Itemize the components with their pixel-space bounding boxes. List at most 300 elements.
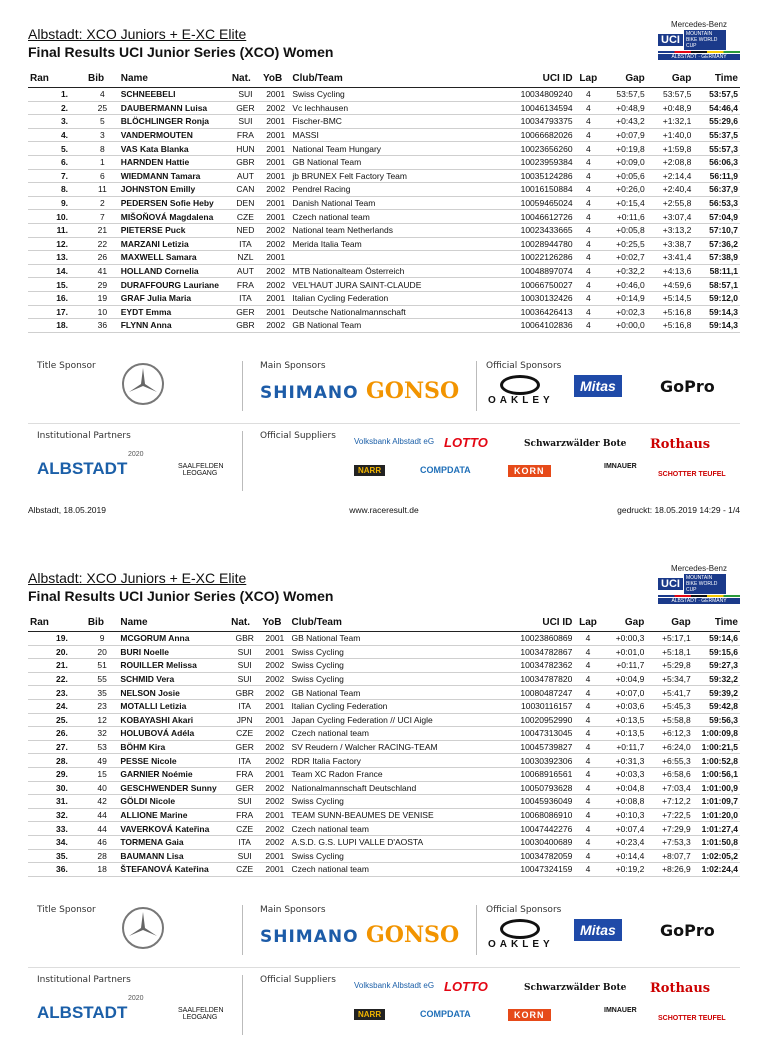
table-row (28, 863, 740, 877)
uci-id-cell: 10046134594 (500, 101, 574, 115)
lap-cell: 4 (575, 101, 602, 115)
bib-cell: 7 (86, 210, 119, 224)
bib-cell: 1 (86, 155, 119, 169)
lap-cell: 4 (574, 699, 601, 713)
mercedes-brand: Mercedes-Benz (670, 564, 728, 573)
bib-cell: 32 (86, 727, 119, 741)
logo-location: ALBSTADT · GERMANY (658, 598, 740, 604)
name-cell: MIŠOŇOVÁ Magdalena (119, 210, 230, 224)
uci-id-cell: 10050793628 (500, 781, 574, 795)
gap-cell: +1:59,8 (647, 142, 694, 156)
club-cell: GB National Team (290, 155, 500, 169)
yob-cell: 2002 (260, 822, 289, 836)
main-sponsors-label: Main Sponsors (260, 905, 326, 915)
bib-cell: 25 (86, 101, 119, 115)
club-cell: Danish National Team (290, 196, 500, 210)
uci-id-cell: 10030132426 (500, 291, 574, 305)
nation-cell: SUI (229, 849, 260, 863)
yob-cell: 2002 (261, 237, 290, 251)
yob-cell: 2001 (260, 767, 289, 781)
uci-id-cell: 10023656260 (500, 142, 574, 156)
schwarzwaelder-logo: Schwarzwälder Bote (524, 439, 627, 449)
bib-cell: 4 (86, 88, 119, 102)
gap-cell: +5:14,5 (647, 291, 694, 305)
gap-cell: +0:10,3 (602, 808, 647, 822)
time-cell: 59:27,3 (693, 659, 740, 673)
table-row (28, 278, 740, 292)
uci-id-cell: 10034782867 (500, 645, 574, 659)
table-row (28, 645, 740, 659)
column-header: UCI ID (500, 70, 574, 88)
club-cell: Nationalmannschaft Deutschland (289, 781, 500, 795)
gap-cell: +8:07,7 (646, 849, 692, 863)
name-cell: HOLLAND Cornelia (119, 264, 230, 278)
time-cell: 1:02:05,2 (693, 849, 740, 863)
bib-cell: 29 (86, 278, 119, 292)
official-suppliers-label: Official Suppliers (260, 431, 336, 441)
lap-cell: 4 (575, 155, 602, 169)
gap-cell: +0:02,7 (602, 251, 647, 265)
nation-cell: HUN (230, 142, 261, 156)
club-cell: Swiss Cycling (289, 645, 500, 659)
narr-logo: NARR (354, 465, 385, 476)
rank-cell: 24. (28, 699, 86, 713)
bib-cell: 19 (86, 291, 119, 305)
gap-cell: +0:23,4 (602, 835, 647, 849)
gap-cell: +2:55,8 (647, 196, 694, 210)
name-cell: BAUMANN Lisa (118, 849, 229, 863)
table-row (28, 781, 740, 795)
club-cell: MASSI (290, 128, 500, 142)
column-header: Bib (86, 70, 119, 88)
club-cell: Swiss Cycling (289, 672, 500, 686)
rank-cell: 32. (28, 808, 86, 822)
table-row (28, 291, 740, 305)
lap-cell: 4 (575, 128, 602, 142)
rank-cell: 10. (28, 210, 86, 224)
nation-cell: GBR (230, 155, 261, 169)
name-cell: ŠTEFANOVÁ Kateřina (118, 863, 229, 877)
nation-cell: FRA (230, 128, 261, 142)
gopro-logo: GoPro (660, 377, 715, 396)
lap-cell: 4 (575, 251, 602, 265)
gap-cell: +7:22,5 (646, 808, 692, 822)
yob-cell: 2001 (260, 699, 289, 713)
world-cup-logo (658, 20, 740, 64)
rainbow-stripe (658, 595, 740, 597)
time-cell: 1:01:27,4 (693, 822, 740, 836)
uci-id-cell: 10068916561 (500, 767, 574, 781)
yob-cell: 2002 (261, 101, 290, 115)
nation-cell: SUI (229, 672, 260, 686)
table-row (28, 128, 740, 142)
column-header: Nat. (230, 70, 261, 88)
gap-cell: +2:40,4 (647, 183, 694, 197)
footer-place-date: Albstadt, 18.05.2019 (28, 505, 106, 515)
korn-logo: KORN (508, 465, 551, 477)
yob-cell: 2001 (260, 808, 289, 822)
column-header: Club/Team (290, 70, 500, 88)
name-cell: MARZANI Letizia (119, 237, 230, 251)
yob-cell: 2001 (261, 128, 290, 142)
uci-id-cell: 10034782059 (500, 849, 574, 863)
time-cell: 58:57,1 (693, 278, 740, 292)
gap-cell: +0:07,0 (602, 686, 647, 700)
uci-id-cell: 10045739827 (500, 740, 574, 754)
column-header: Time (693, 614, 740, 632)
event-title[interactable]: Albstadt: XCO Juniors + E-XC Elite (28, 570, 247, 586)
bib-cell: 51 (86, 659, 119, 673)
bib-cell: 12 (86, 713, 119, 727)
gap-cell: +0:48,9 (602, 101, 647, 115)
yob-cell: 2001 (261, 155, 290, 169)
uci-id-cell: 10047442276 (500, 822, 574, 836)
yob-cell: 2001 (261, 88, 290, 102)
lap-cell: 4 (575, 319, 602, 333)
uci-id-cell: 10030392306 (500, 754, 574, 768)
lap-cell: 4 (575, 183, 602, 197)
rank-cell: 29. (28, 767, 86, 781)
page-header (28, 570, 740, 604)
compdata-logo: COMPDATA (420, 1009, 471, 1019)
sponsor-panel (28, 899, 740, 1049)
table-row (28, 659, 740, 673)
club-cell: GB National Team (290, 319, 500, 333)
time-cell: 1:00:52,8 (693, 754, 740, 768)
name-cell: PESSE Nicole (118, 754, 229, 768)
gap-cell: +5:16,8 (647, 305, 694, 319)
time-cell: 57:36,2 (693, 237, 740, 251)
bib-cell: 22 (86, 237, 119, 251)
gonso-logo: GONSO (366, 378, 460, 404)
bib-cell: 41 (86, 264, 119, 278)
gap-cell: +7:29,9 (646, 822, 692, 836)
schotter-teufel-logo: SCHOTTER TEUFEL (658, 1015, 726, 1022)
club-cell: Czech national team (289, 863, 500, 877)
column-header: Gap (647, 70, 694, 88)
results-title: Final Results UCI Junior Series (XCO) Women (28, 44, 334, 60)
gap-cell: +0:03,3 (602, 767, 647, 781)
time-cell: 59:39,2 (693, 686, 740, 700)
gap-cell: +5:18,1 (646, 645, 692, 659)
divider (242, 975, 243, 1035)
table-row (28, 740, 740, 754)
uci-id-cell: 10023959384 (500, 155, 574, 169)
name-cell: HOLUBOVÁ Adéla (118, 727, 229, 741)
rank-cell: 6. (28, 155, 86, 169)
bib-cell: 42 (86, 795, 119, 809)
gap-cell: +5:16,8 (647, 319, 694, 333)
yob-cell: 2002 (261, 319, 290, 333)
column-header: Name (119, 70, 230, 88)
gap-cell: +5:34,7 (646, 672, 692, 686)
club-cell: Pendrel Racing (290, 183, 500, 197)
gap-cell: +2:14,4 (647, 169, 694, 183)
nation-cell: JPN (229, 713, 260, 727)
nation-cell: CAN (230, 183, 261, 197)
gap-cell: +0:09,0 (602, 155, 647, 169)
club-cell: SV Reudern / Walcher RACING-TEAM (289, 740, 500, 754)
name-cell: PIETERSE Puck (119, 223, 230, 237)
uci-id-cell: 10030116157 (500, 699, 574, 713)
club-cell: jb BRUNEX Felt Factory Team (290, 169, 500, 183)
gap-cell: +0:14,4 (602, 849, 647, 863)
name-cell: EYDT Emma (119, 305, 230, 319)
lap-cell: 4 (575, 210, 602, 224)
gap-cell: +8:26,9 (646, 863, 692, 877)
institutional-partners-label: Institutional Partners (37, 975, 131, 985)
name-cell: GESCHWENDER Sunny (118, 781, 229, 795)
rank-cell: 3. (28, 115, 86, 129)
table-row (28, 767, 740, 781)
table-row (28, 319, 740, 333)
gap-cell: +5:29,8 (646, 659, 692, 673)
lap-cell: 4 (575, 88, 602, 102)
rank-cell: 1. (28, 88, 86, 102)
rank-cell: 25. (28, 713, 86, 727)
gap-cell: +0:19,8 (602, 142, 647, 156)
lap-cell: 4 (575, 142, 602, 156)
oakley-logo: OAKLEY (488, 939, 554, 950)
yob-cell: 2002 (260, 835, 289, 849)
table-row (28, 169, 740, 183)
gap-cell: +7:12,2 (646, 795, 692, 809)
rank-cell: 27. (28, 740, 86, 754)
gap-cell: +5:45,3 (646, 699, 692, 713)
footer-website[interactable]: www.raceresult.de (349, 505, 419, 515)
name-cell: GARNIER Noémie (118, 767, 229, 781)
yob-cell: 2002 (260, 781, 289, 795)
column-header: Ran (28, 70, 86, 88)
rank-cell: 17. (28, 305, 86, 319)
section-rule (28, 423, 740, 424)
rank-cell: 18. (28, 319, 86, 333)
yob-cell: 2002 (260, 672, 289, 686)
bib-cell: 8 (86, 142, 119, 156)
oakley-icon (500, 919, 540, 939)
name-cell: GRAF Julia Maria (119, 291, 230, 305)
name-cell: DAUBERMANN Luisa (119, 101, 230, 115)
name-cell: BÖHM Kira (118, 740, 229, 754)
divider (476, 905, 477, 955)
uci-id-cell: 10046612726 (500, 210, 574, 224)
yob-cell: 2002 (260, 686, 289, 700)
bib-cell: 35 (86, 686, 119, 700)
club-cell (290, 251, 500, 265)
lap-cell: 4 (575, 291, 602, 305)
club-cell: Swiss Cycling (289, 795, 500, 809)
column-header: Name (118, 614, 229, 632)
bib-cell: 20 (86, 645, 119, 659)
gap-cell: +7:53,3 (646, 835, 692, 849)
gap-cell: +0:04,8 (602, 781, 647, 795)
nation-cell: FRA (229, 808, 260, 822)
lap-cell: 4 (574, 808, 601, 822)
gap-cell: +6:24,0 (646, 740, 692, 754)
series-name: MOUNTAIN BIKE WORLD CUP (684, 30, 726, 50)
lap-cell: 4 (575, 264, 602, 278)
name-cell: MCGORUM Anna (118, 632, 229, 646)
gap-cell: +0:02,3 (602, 305, 647, 319)
uci-id-cell: 10023433665 (500, 223, 574, 237)
nation-cell: CZE (229, 727, 260, 741)
gap-cell: +6:55,3 (646, 754, 692, 768)
name-cell: DURAFFOURG Lauriane (119, 278, 230, 292)
narr-logo: NARR (354, 1009, 385, 1020)
nation-cell: GER (230, 305, 261, 319)
column-header: Lap (575, 70, 602, 88)
volksbank-logo: Volksbank Albstadt eG (354, 437, 435, 446)
rank-cell: 2. (28, 101, 86, 115)
name-cell: FLYNN Anna (119, 319, 230, 333)
yob-cell: 2002 (261, 183, 290, 197)
shimano-logo: SHIMANO (260, 927, 359, 947)
time-cell: 1:00:09,8 (693, 727, 740, 741)
results-page-1 (0, 0, 768, 520)
yob-cell: 2002 (260, 727, 289, 741)
time-cell: 56:37,9 (693, 183, 740, 197)
lap-cell: 4 (575, 278, 602, 292)
rank-cell: 15. (28, 278, 86, 292)
gap-cell: +3:07,4 (647, 210, 694, 224)
uci-id-cell: 10064102836 (500, 319, 574, 333)
uci-id-cell: 10066750027 (500, 278, 574, 292)
yob-cell: 2001 (261, 291, 290, 305)
gap-cell: +0:11,6 (602, 210, 647, 224)
yob-cell: 2001 (261, 115, 290, 129)
club-cell: Team XC Radon France (289, 767, 500, 781)
gap-cell: +5:58,8 (646, 713, 692, 727)
table-row (28, 88, 740, 102)
year-mark: 2020 (128, 451, 144, 458)
club-cell: Czech national team (289, 727, 500, 741)
gap-cell: +3:38,7 (647, 237, 694, 251)
divider (476, 361, 477, 411)
time-cell: 57:10,7 (693, 223, 740, 237)
uci-id-cell: 10047313045 (500, 727, 574, 741)
time-cell: 55:37,5 (693, 128, 740, 142)
nation-cell: AUT (230, 264, 261, 278)
gap-cell: +5:41,7 (646, 686, 692, 700)
table-row (28, 115, 740, 129)
bib-cell: 11 (86, 183, 119, 197)
lap-cell: 4 (574, 632, 601, 646)
time-cell: 56:11,9 (693, 169, 740, 183)
rank-cell: 8. (28, 183, 86, 197)
nation-cell: SUI (230, 88, 261, 102)
uci-id-cell: 10047324159 (500, 863, 574, 877)
yob-cell: 2001 (261, 196, 290, 210)
time-cell: 59:14,3 (693, 319, 740, 333)
yob-cell: 2002 (261, 278, 290, 292)
rank-cell: 4. (28, 128, 86, 142)
uci-id-cell: 10034782362 (500, 659, 574, 673)
name-cell: NELSON Josie (118, 686, 229, 700)
gap-cell: +0:19,2 (602, 863, 647, 877)
gap-cell: +0:11,7 (602, 740, 647, 754)
lap-cell: 4 (574, 727, 601, 741)
bib-cell: 6 (86, 169, 119, 183)
imnauer-logo: IMNAUER (604, 463, 637, 470)
lap-cell: 4 (574, 713, 601, 727)
table-row (28, 264, 740, 278)
nation-cell: ITA (229, 699, 260, 713)
rank-cell: 22. (28, 672, 86, 686)
column-header: Club/Team (289, 614, 500, 632)
rank-cell: 28. (28, 754, 86, 768)
table-row (28, 795, 740, 809)
bib-cell: 9 (86, 632, 119, 646)
bib-cell: 53 (86, 740, 119, 754)
event-title[interactable]: Albstadt: XCO Juniors + E-XC Elite (28, 26, 247, 42)
yob-cell: 2002 (260, 659, 289, 673)
gap-cell: +0:00,0 (602, 319, 647, 333)
albstadt-logo: ALBSTADT (37, 459, 128, 478)
lotto-logo: LOTTO (444, 979, 488, 994)
nation-cell: FRA (230, 278, 261, 292)
gap-cell: +4:13,6 (647, 264, 694, 278)
time-cell: 55:29,6 (693, 115, 740, 129)
institutional-partners-label: Institutional Partners (37, 431, 131, 441)
gap-cell: +0:07,9 (602, 128, 647, 142)
oakley-icon (500, 375, 540, 395)
time-cell: 1:02:24,4 (693, 863, 740, 877)
name-cell: HARNDEN Hattie (119, 155, 230, 169)
time-cell: 1:01:20,0 (693, 808, 740, 822)
column-header: Gap (602, 614, 647, 632)
name-cell: WIEDMANN Tamara (119, 169, 230, 183)
name-cell: KOBAYASHI Akari (118, 713, 229, 727)
table-row (28, 155, 740, 169)
lap-cell: 4 (575, 115, 602, 129)
time-cell: 56:53,3 (693, 196, 740, 210)
lap-cell: 4 (574, 686, 601, 700)
name-cell: MAXWELL Samara (119, 251, 230, 265)
lap-cell: 4 (575, 305, 602, 319)
rank-cell: 36. (28, 863, 86, 877)
nation-cell: GER (230, 101, 261, 115)
lap-cell: 4 (574, 659, 601, 673)
club-cell: Italian Cycling Federation (289, 699, 500, 713)
table-row (28, 305, 740, 319)
nation-cell: ITA (230, 291, 261, 305)
table-row (28, 849, 740, 863)
uci-id-cell: 10045936049 (500, 795, 574, 809)
club-cell: MTB Nationalteam Österreich (290, 264, 500, 278)
club-cell: Merida Italia Team (290, 237, 500, 251)
yob-cell: 2002 (260, 740, 289, 754)
gap-cell: +5:17,1 (646, 632, 692, 646)
name-cell: ALLIONE Marine (118, 808, 229, 822)
time-cell: 59:56,3 (693, 713, 740, 727)
uci-id-cell: 10028944780 (500, 237, 574, 251)
rank-cell: 16. (28, 291, 86, 305)
rank-cell: 13. (28, 251, 86, 265)
uci-id-cell: 10034787820 (500, 672, 574, 686)
table-row (28, 727, 740, 741)
table-row (28, 822, 740, 836)
name-cell: SCHMID Vera (118, 672, 229, 686)
club-cell: National team Netherlands (290, 223, 500, 237)
divider (242, 431, 243, 491)
bib-cell: 36 (86, 319, 119, 333)
club-cell: Deutsche Nationalmannschaft (290, 305, 500, 319)
bib-cell: 5 (86, 115, 119, 129)
table-row (28, 672, 740, 686)
logo-location: ALBSTADT · GERMANY (658, 54, 740, 60)
nation-cell: NED (230, 223, 261, 237)
nation-cell: AUT (230, 169, 261, 183)
